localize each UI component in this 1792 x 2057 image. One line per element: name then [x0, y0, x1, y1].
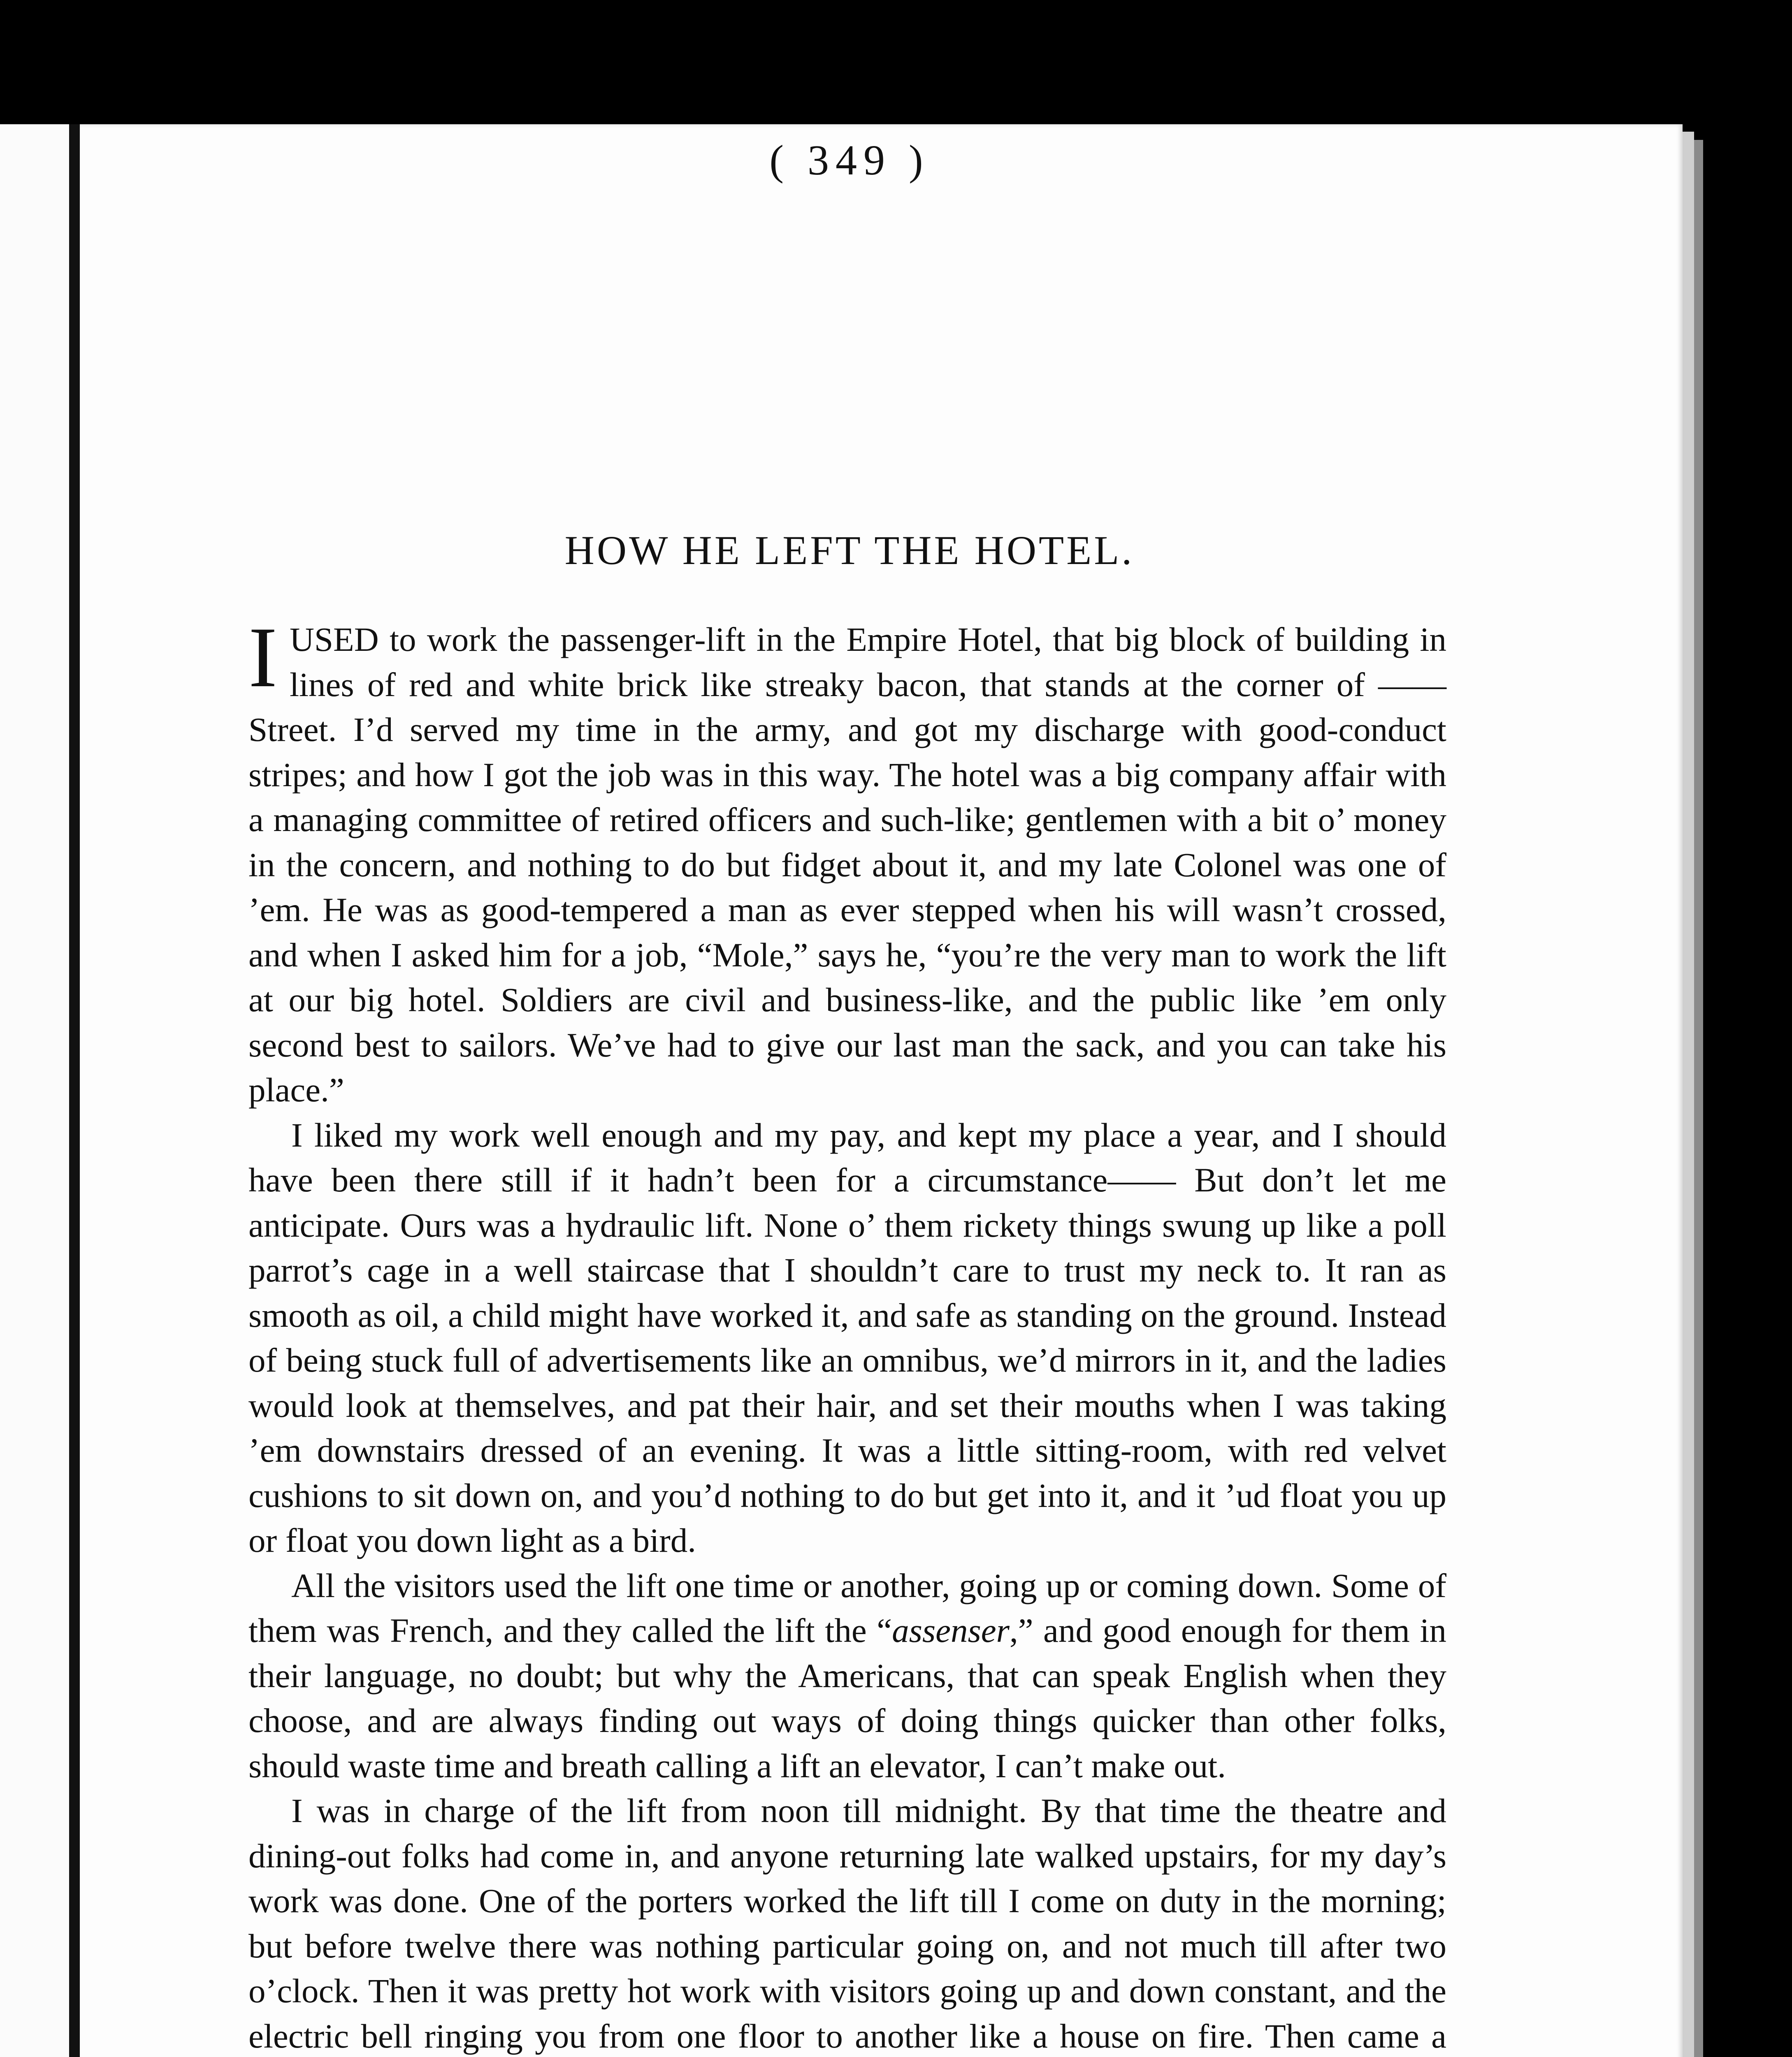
paragraph-1-text: to work the passenger-lift in the Empire Hotel, that big block of building in lines of red and white brick like streaky bacon, that stands at the corner of —— Street. I’d served my time in the army, and got my discharge with good-conduct stripes; and how I got the job was in this way. The hotel was a big company affair with a managing committee of retired officers and such-like; gentlemen with a bit o’ money in the concern, and nothing to do but fidget about it, and my late Colonel was one of ’em. He was as good-tempered a man as ever stepped when his will wasn’t crossed, and when I asked him for a job, “Mole,” says he, “you’re the very man to work the lift at our big hotel. Soldiers are civil and business-like, and the public like ’em only second best to sailors. We’ve had to give our last man the sack, and you can take his place.”: [248, 620, 1446, 1109]
paragraph-2: I liked my work well enough and my pay, and kept my place a year, and I should have been there still if it hadn’t been for a circumstance—— But don’t let me anticipate. Ours was a hydraulic lift. None o’ them rickety things swung up like a poll parrot’s cage in a well staircase that I shouldn’t care to trust my neck to. It ran as smooth as oil, a child might have worked it, and safe as standing on the ground. Instead of being stuck full of advertisements like an omnibus, we’d mirrors in it, and the ladies would look at themselves, and pat their hair, and set their mouths when I was taking ’em downstairs dressed of an evening. It was a little sitting-room, with red velvet cushions to sit down on, and you’d nothing to do but get into it, and it ’ud float you up or float you down light as a bird.: [248, 1116, 1446, 1559]
story-title: HOW HE LEFT THE HOTEL.: [564, 527, 1135, 573]
paragraph-3: [248, 1563, 1446, 1789]
paragraph-3-text-a: All the visitors used the lift one time or another, going up or coming down. Some of them was French, and they called the lift the “: [248, 1566, 1446, 1649]
page-number: ( 349 ): [769, 137, 930, 184]
paragraph-3-text-b: ,” and good enough for them in their language, no doubt; but why the Americans, that can speak English when they choose, and are always finding out ways of doing things quicker than other folks, should waste time and breath calling a lift an elevator, I can’t make out.: [248, 1611, 1446, 1785]
book-gutter: [69, 124, 80, 2057]
story-body: [248, 610, 1446, 2057]
adjacent-page-edge: [0, 124, 69, 2057]
paragraph-4: I was in charge of the lift from noon till midnight. By that time the theatre and dining-out folks had come in, and anyone returning late walked upstairs, for my day’s work was done. One of the porters worked the lift till I come on duty in the morning; but before twelve there was nothing particular going on, and not much till after two o’clock. Then it was pretty hot work with visitors going up and down constant, and the electric bell ringing you from one floor to another like a house on fire. Then came a: [248, 1792, 1446, 2055]
lead-word: USED: [289, 620, 379, 658]
drop-cap: I: [248, 610, 277, 705]
page-stack-edge: [1683, 132, 1694, 2057]
italic-word: assenser: [892, 1611, 1010, 1649]
page-stack-shadow: [1694, 140, 1703, 2057]
paragraph-1: [248, 610, 1446, 1113]
